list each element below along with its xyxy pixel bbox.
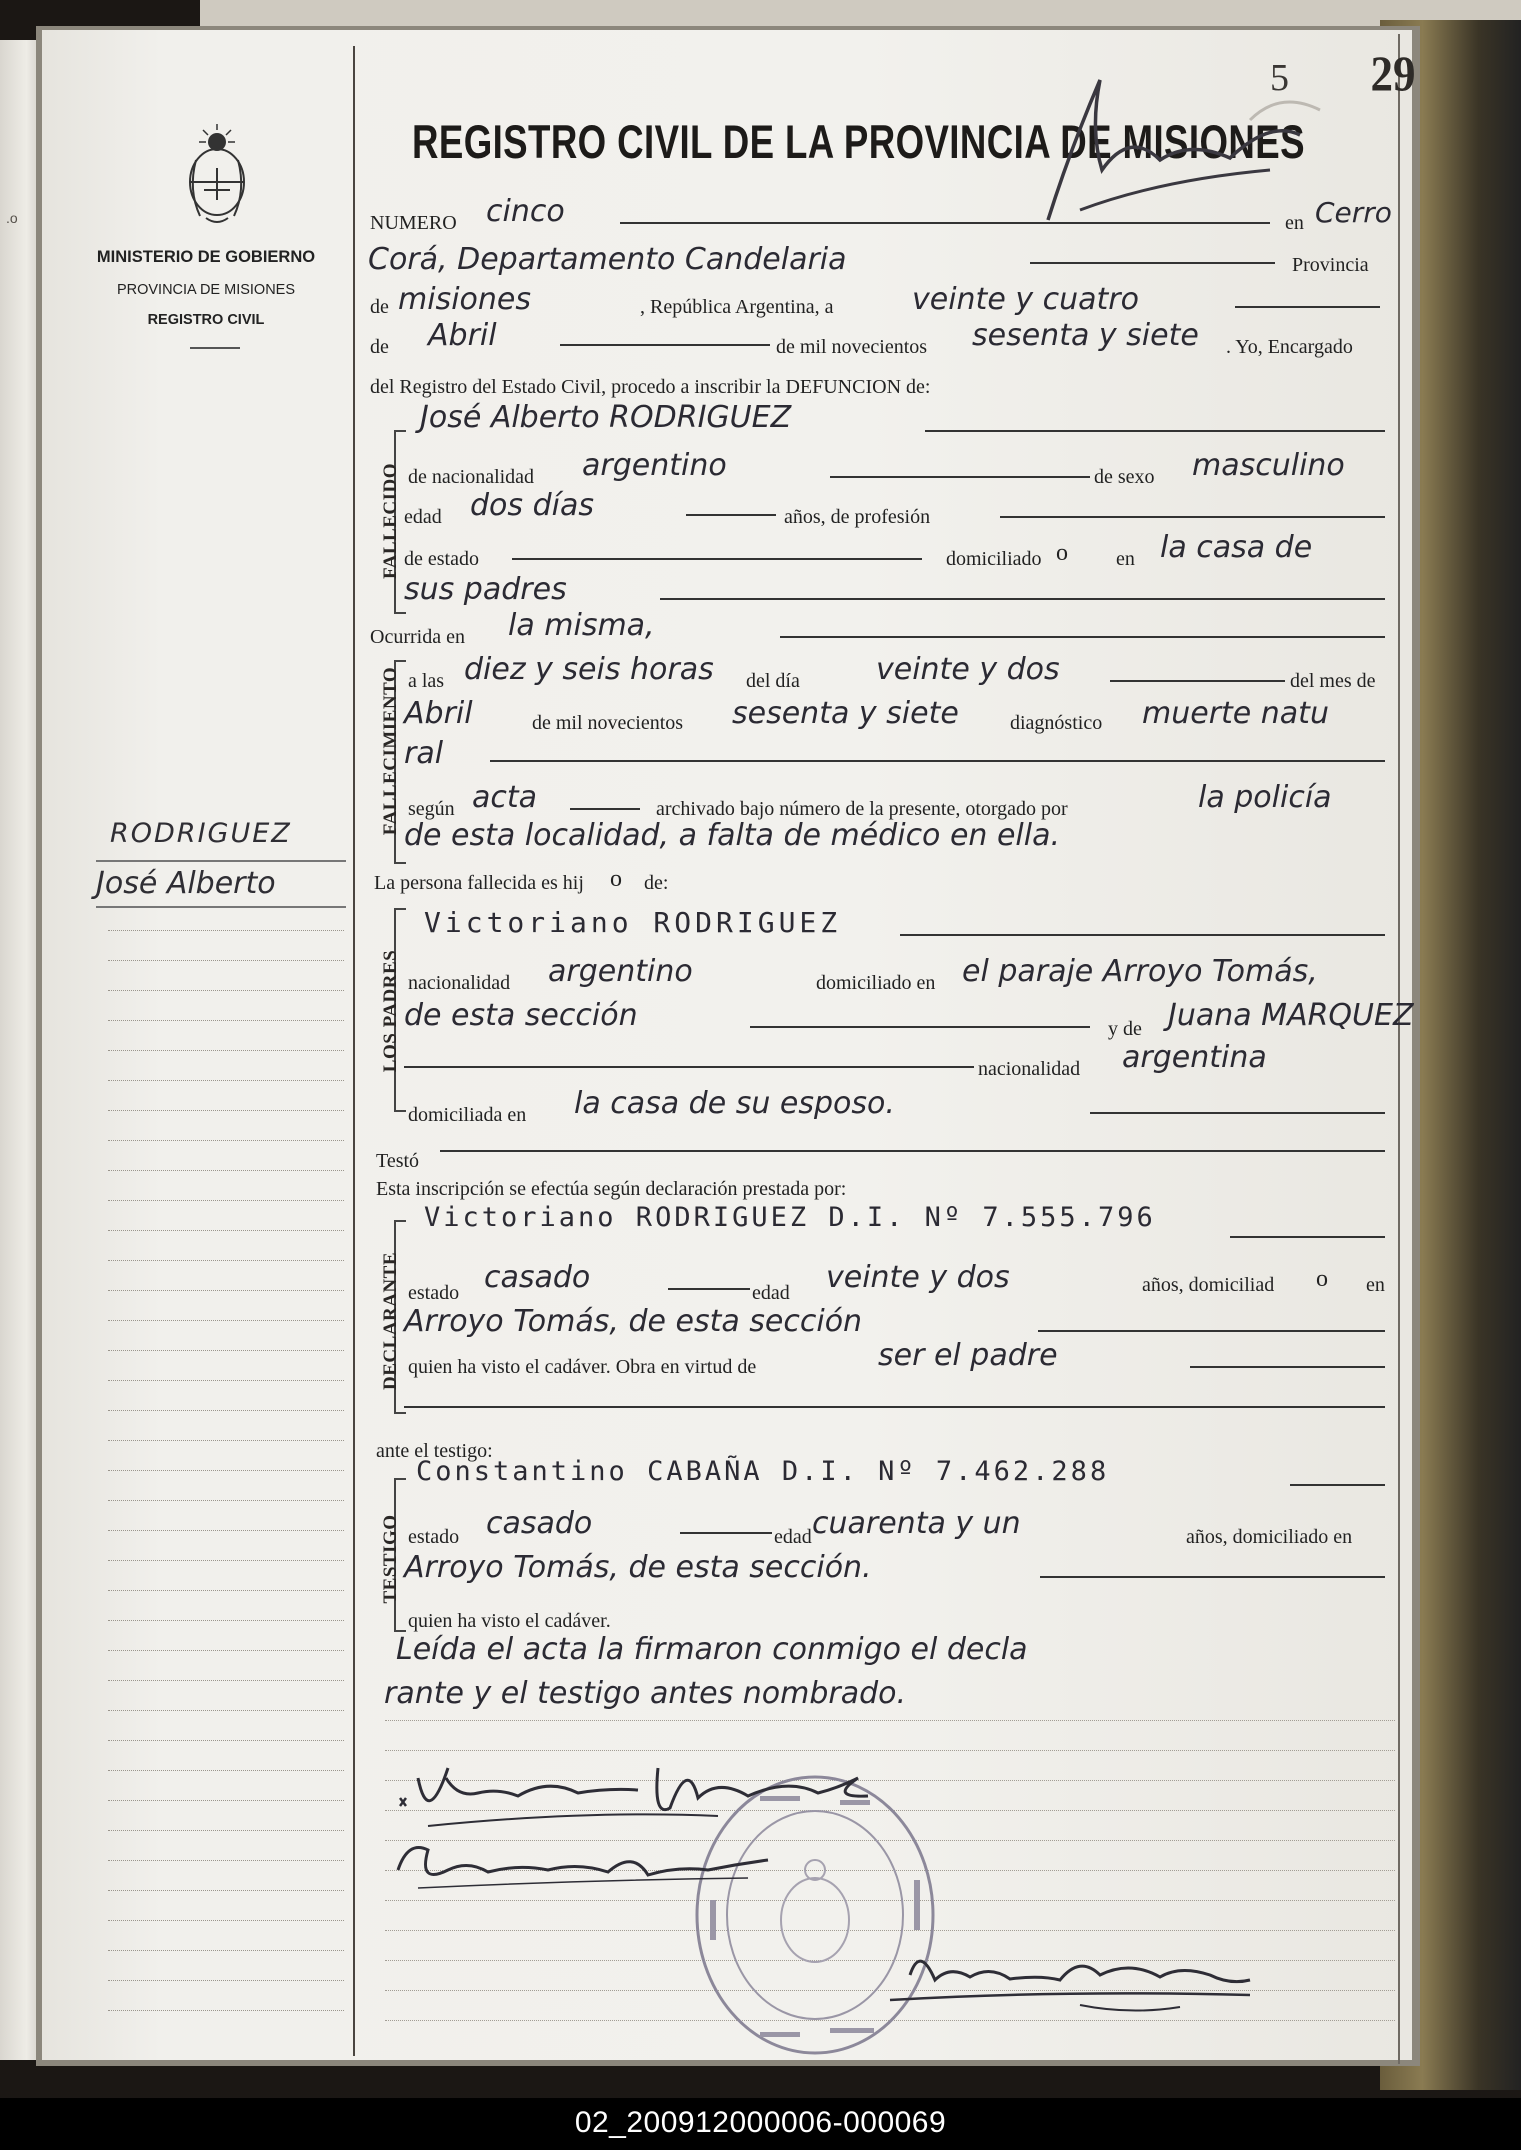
field-padre-domicilio-2: de esta sección: [404, 998, 638, 1033]
fill-line: [620, 222, 1270, 224]
label-nacionalidad: nacionalidad: [978, 1058, 1081, 1080]
header-signature: [1040, 60, 1360, 230]
label-de: de: [370, 296, 389, 318]
field-sexo: masculino: [1192, 448, 1345, 483]
margin-ruled-line: [108, 1080, 344, 1081]
label-diagnostico: diagnóstico: [1010, 712, 1103, 734]
label-estado: estado: [408, 1526, 460, 1548]
margin-underline: [96, 860, 346, 862]
field-nacionalidad: argentino: [582, 448, 727, 483]
margin-ruled-line: [108, 2010, 344, 2011]
field-hora: diez y seis horas: [464, 652, 714, 687]
margin-ruled-line: [108, 1050, 344, 1051]
field-ocurrida: la misma,: [508, 608, 655, 643]
label-domiciliado-en: domiciliado en: [816, 972, 936, 994]
margin-ruled-line: [108, 1830, 344, 1831]
margin-ruled-line: [108, 1200, 344, 1201]
field-declarante-virtud: ser el padre: [878, 1338, 1058, 1373]
field-dia: veinte y cuatro: [912, 282, 1139, 317]
field-testigo-estado: casado: [486, 1506, 593, 1541]
label-ante-testigo: ante el testigo:: [376, 1440, 493, 1462]
fill-line: [900, 934, 1385, 936]
fill-line: [686, 514, 776, 516]
margin-ruled-line: [108, 1770, 344, 1771]
field-mes-fallecimiento: Abril: [404, 696, 473, 731]
label-yo-encargado: . Yo, Encargado: [1226, 336, 1353, 358]
label-inscribir: del Registro del Estado Civil, procedo a inscribir la DEFUNCION de:: [370, 376, 931, 398]
ministry-province: PROVINCIA DE MISIONES: [116, 282, 296, 298]
page-title: REGISTRO CIVIL DE LA PROVINCIA DE MISIONES: [412, 115, 1305, 168]
field-declarante-estado: casado: [484, 1260, 591, 1295]
margin-ruled-line: [108, 930, 344, 931]
label-anos-domiciliad: años, domiciliad: [1142, 1274, 1275, 1296]
fill-line: [490, 760, 1385, 762]
fill-line: [570, 808, 640, 810]
field-hijo-suffix: o: [610, 866, 622, 892]
field-testigo-edad: cuarenta y un: [812, 1506, 1021, 1541]
fill-line: [1038, 1330, 1385, 1332]
field-diagnostico-2: ral: [404, 736, 444, 771]
field-padre: Victoriano RODRIGUEZ: [424, 906, 842, 939]
label-edad: edad: [404, 506, 442, 528]
field-declarante: Victoriano RODRIGUEZ D.I. Nº 7.555.796: [424, 1202, 1156, 1233]
margin-ruled-line: [108, 1110, 344, 1111]
label-de-mil: de mil novecientos: [776, 336, 928, 358]
label-edad: edad: [774, 1526, 812, 1548]
label-del-dia: del día: [746, 670, 800, 692]
margin-ruled-line: [108, 1380, 344, 1381]
fill-line: [1190, 1366, 1385, 1368]
field-madre-nacionalidad: argentina: [1122, 1040, 1267, 1075]
margin-ruled-line: [108, 1470, 344, 1471]
field-en-place: Cerro: [1315, 196, 1392, 229]
field-domicilio-2: sus padres: [404, 572, 567, 607]
field-declarante-edad: veinte y dos: [826, 1260, 1010, 1295]
signature-encargado: [880, 1935, 1260, 2020]
folio-stamp: 29: [1370, 45, 1416, 101]
signature-declarante: [388, 1738, 908, 1838]
field-declarante-domicilio: Arroyo Tomás, de esta sección: [404, 1304, 863, 1339]
label-testo: Testó: [376, 1150, 420, 1172]
fill-line: [925, 430, 1385, 432]
label-archivado: archivado bajo número de la presente, otorgado por: [656, 798, 1068, 820]
margin-ruled-line: [108, 1740, 344, 1741]
fill-line: [1090, 1112, 1385, 1114]
field-anio-fallecimiento: sesenta y siete: [732, 696, 959, 731]
field-anio: sesenta y siete: [972, 318, 1199, 353]
fill-line: [440, 1150, 1385, 1152]
margin-ruled-line: [108, 1800, 344, 1801]
fill-line: [560, 344, 770, 346]
margin-ruled-line: [108, 990, 344, 991]
image-caption: 02_200912000006-000069: [574, 2106, 947, 2139]
margin-ruled-line: [108, 1650, 344, 1651]
label-quien-cadaver-obra: quien ha visto el cadáver. Obra en virtud de: [408, 1356, 757, 1378]
label-anos-domiciliado-en: años, domiciliado en: [1186, 1526, 1353, 1548]
section-label-fallecimiento: FALLECIMIENTO: [380, 666, 401, 836]
fill-line: [750, 1026, 1090, 1028]
field-domicilio-1: la casa de: [1160, 530, 1313, 565]
fill-line: [1110, 680, 1285, 682]
label-domiciliado: domiciliado: [946, 548, 1042, 570]
margin-ruled-line: [108, 1860, 344, 1861]
section-label-fallecido: FALLECIDO: [380, 462, 401, 580]
margin-ruled-line: [108, 1560, 344, 1561]
closing-line-1: Leída el acta la firmaron conmigo el decla: [396, 1632, 1028, 1667]
margin-ruled-line: [108, 1020, 344, 1021]
label-edad: edad: [752, 1282, 790, 1304]
margin-ruled-line: [108, 1530, 344, 1531]
book-top-edge: [200, 0, 1521, 26]
fill-line: [780, 636, 1385, 638]
margin-ruled-line: [108, 1170, 344, 1171]
label-de-colon: de:: [644, 872, 669, 894]
label-republica: , República Argentina, a: [640, 296, 834, 318]
label-y-de: y de: [1108, 1018, 1142, 1040]
field-provincia: misiones: [398, 282, 531, 317]
fill-line: [830, 476, 1090, 478]
field-nombre: José Alberto RODRIGUEZ: [420, 400, 792, 435]
ministry-dash: [190, 347, 240, 349]
field-diagnostico-1: muerte natu: [1142, 696, 1329, 731]
argentine-coat-of-arms-icon: [178, 120, 256, 230]
margin-ruled-line: [108, 1500, 344, 1501]
margin-ruled-line: [108, 1920, 344, 1921]
margin-ruled-line: [108, 1320, 344, 1321]
folio-number: 5: [1270, 57, 1289, 99]
label-a-las: a las: [408, 670, 445, 692]
label-del-mes-de: del mes de: [1290, 670, 1376, 692]
field-dia-fallecimiento: veinte y dos: [876, 652, 1060, 687]
section-label-los-padres: LOS PADRES: [380, 949, 401, 1073]
field-numero: cinco: [486, 194, 565, 229]
label-en: en: [1285, 212, 1304, 234]
fill-line: [404, 1406, 1385, 1408]
closing-line-2: rante y el testigo antes nombrado.: [384, 1676, 907, 1711]
signature-testigo: [388, 1830, 808, 1900]
field-domiciliad-suffix: o: [1056, 540, 1068, 566]
label-anos-profesion: años, de profesión: [784, 506, 931, 528]
margin-ruled-line: [108, 960, 344, 961]
fill-line: [1230, 1236, 1385, 1238]
field-edad: dos días: [470, 488, 594, 523]
ministry-office: REGISTRO CIVIL: [147, 312, 265, 328]
section-label-declarante: DECLARANTE: [380, 1251, 401, 1391]
label-en: en: [1116, 548, 1135, 570]
margin-given-name: José Alberto: [96, 866, 276, 901]
section-label-testigo: TESTIGO: [380, 1514, 401, 1604]
margin-ruled-line: [108, 1290, 344, 1291]
field-testigo-domicilio: Arroyo Tomás, de esta sección.: [404, 1550, 872, 1585]
label-domiciliada-en: domiciliada en: [408, 1104, 527, 1126]
fill-line: [512, 558, 922, 560]
margin-ruled-line: [108, 1590, 344, 1591]
field-testigo: Constantino CABAÑA D.I. Nº 7.462.288: [416, 1456, 1110, 1487]
margin-ruled-line: [108, 1890, 344, 1891]
label-quien-cadaver: quien ha visto el cadáver.: [408, 1610, 611, 1632]
margin-ruled-line: [108, 1140, 344, 1141]
label-ocurrida-en: Ocurrida en: [370, 626, 465, 648]
margin-underline: [96, 906, 346, 908]
label-hijo-de: La persona fallecida es hij: [374, 872, 584, 894]
label-estado: estado: [408, 1282, 460, 1304]
field-segun: acta: [472, 780, 538, 815]
label-de: de: [370, 336, 389, 358]
margin-ruled-line: [108, 1350, 344, 1351]
margin-divider: [353, 46, 355, 2056]
label-inscripcion: Esta inscripción se efectúa según declaración prestada por:: [376, 1178, 847, 1200]
label-provincia: Provincia: [1292, 254, 1369, 276]
margin-ruled-line: [108, 1410, 344, 1411]
label-de-nacionalidad: de nacionalidad: [408, 466, 535, 488]
margin-ruled-line: [108, 1620, 344, 1621]
fill-line: [404, 1066, 974, 1068]
field-padre-nacionalidad: argentino: [548, 954, 693, 989]
margin-ruled-line: [108, 1680, 344, 1681]
fill-line: [1000, 516, 1385, 518]
fill-line: [1290, 1484, 1385, 1486]
fill-line: [1040, 1576, 1385, 1578]
fill-line: [1030, 262, 1275, 264]
margin-ruled-line: [108, 1260, 344, 1261]
label-de-sexo: de sexo: [1094, 466, 1155, 488]
fill-line: [680, 1532, 772, 1534]
page-ruled-line: [385, 1720, 1395, 1721]
fill-line: [1235, 306, 1380, 308]
fill-line: [660, 598, 1385, 600]
label-segun: según: [408, 798, 455, 820]
left-page-edge: .o: [0, 40, 44, 2060]
label-numero: NUMERO: [370, 212, 457, 234]
field-madre-domicilio: la casa de su esposo.: [574, 1086, 895, 1121]
label-nacionalidad: nacionalidad: [408, 972, 511, 994]
label-de-mil: de mil novecientos: [532, 712, 684, 734]
page-right-border: [1398, 34, 1400, 2064]
margin-ruled-line: [108, 1980, 344, 1981]
field-mes: Abril: [428, 318, 497, 353]
label-en: en: [1366, 1274, 1385, 1296]
field-declarante-domiciliad: o: [1316, 1266, 1328, 1292]
ministry-name: MINISTERIO DE GOBIERNO: [96, 248, 316, 266]
fill-line: [668, 1288, 750, 1290]
margin-ruled-line: [108, 1710, 344, 1711]
field-madre: Juana MARQUEZ: [1168, 998, 1414, 1033]
margin-ruled-line: [108, 1440, 344, 1441]
margin-column: [42, 46, 352, 2046]
margin-ruled-line: [108, 1230, 344, 1231]
field-otorgado-1: la policía: [1198, 780, 1332, 815]
field-otorgado-2: de esta localidad, a falta de médico en ella.: [404, 818, 1061, 853]
margin-ruled-line: [108, 1950, 344, 1951]
field-padre-domicilio-1: el paraje Arroyo Tomás,: [962, 954, 1318, 989]
label-de-estado: de estado: [404, 548, 479, 570]
field-lugar: Corá, Departamento Candelaria: [368, 242, 847, 277]
margin-surname: RODRIGUEZ: [110, 818, 292, 849]
